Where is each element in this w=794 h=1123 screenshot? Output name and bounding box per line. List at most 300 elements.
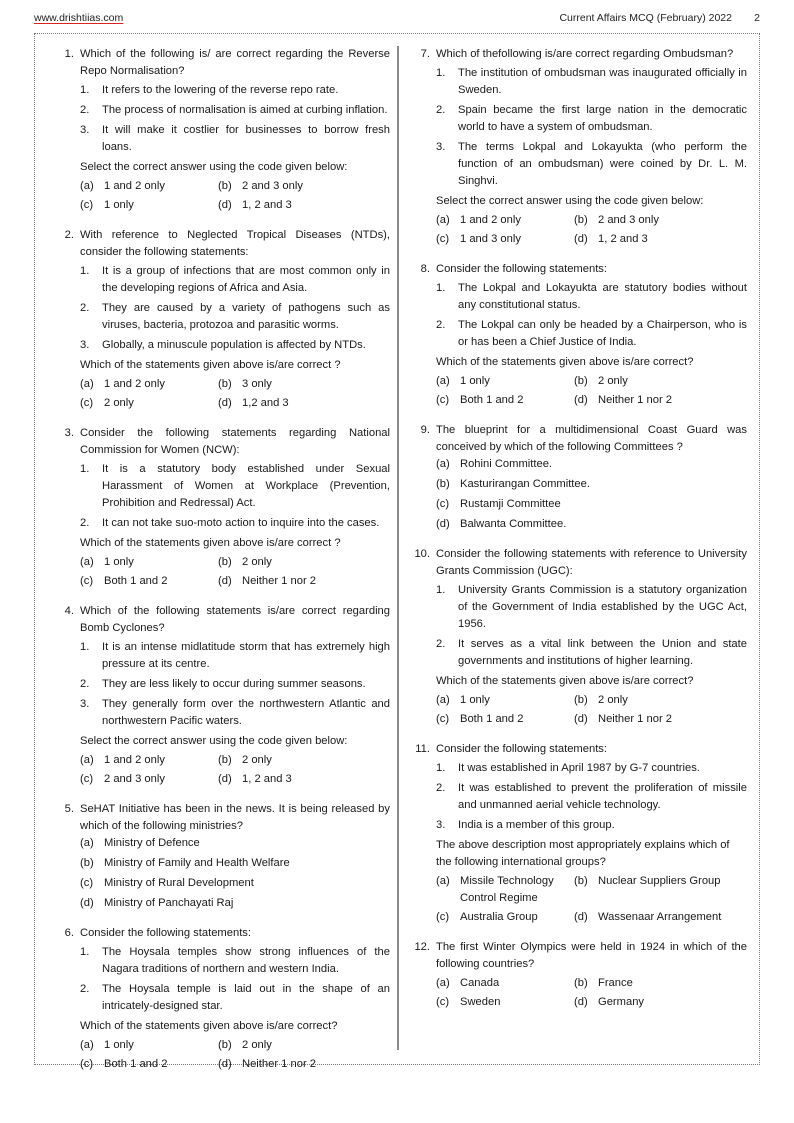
option-text: Ministry of Defence	[104, 837, 200, 849]
statement-number: 2.	[436, 638, 446, 650]
question-stem	[412, 546, 747, 580]
answer-option[interactable]	[574, 231, 747, 248]
option-list	[436, 692, 747, 728]
answer-option[interactable]	[80, 771, 218, 788]
answer-option[interactable]	[80, 197, 218, 214]
statement-item	[436, 817, 747, 834]
option-text: 2 and 3 only	[104, 773, 165, 785]
statement-text: It was established to prevent the proliferation of missile and unmanned aerial vehicle technology.	[458, 782, 747, 811]
statement-number: 2.	[80, 517, 90, 529]
statement-item	[436, 317, 747, 351]
statement-item	[436, 760, 747, 777]
question-text: Consider the following statements:	[436, 743, 608, 755]
option-label: (d)	[574, 233, 588, 245]
option-label: (b)	[574, 214, 588, 226]
statement-item	[80, 82, 390, 99]
answer-option[interactable]	[218, 395, 390, 412]
answer-prompt: The above description most appropriately explains which of the following international groups?	[436, 839, 730, 868]
statement-item	[80, 102, 390, 119]
answer-option[interactable]	[218, 573, 390, 590]
answer-option[interactable]	[80, 1056, 218, 1073]
option-label: (d)	[80, 897, 94, 909]
question-text: Consider the following statements:	[436, 263, 608, 275]
answer-option[interactable]	[218, 1056, 390, 1073]
option-list	[80, 376, 390, 412]
question-number: 6.	[64, 927, 74, 939]
option-text: Neither 1 nor 2	[598, 713, 673, 725]
option-text: Both 1 and 2	[104, 575, 168, 587]
answer-option[interactable]	[436, 231, 574, 248]
option-text: 1 and 2 only	[104, 378, 165, 390]
question-number: 5.	[64, 803, 74, 815]
statement-item	[436, 139, 747, 190]
option-text: 2 and 3 only	[598, 214, 659, 226]
statement-text: University Grants Commission is a statutory organization of the Government of India established by the UGC Act, 1956.	[458, 584, 747, 630]
statement-text: The Hoysala temple is laid out in the shape of an intricately-designed star.	[102, 983, 390, 1012]
statement-item	[436, 636, 747, 670]
statement-text: The Lokpal and Lokayukta are statutory bodies without any constitutional status.	[458, 282, 747, 311]
option-text: 1, 2 and 3	[242, 199, 292, 211]
answer-option[interactable]	[436, 456, 747, 473]
question-number: 3.	[64, 427, 74, 439]
statement-list	[436, 582, 747, 670]
statement-number: 2.	[80, 104, 90, 116]
statement-text: It refers to the lowering of the reverse repo rate.	[102, 84, 339, 96]
question-stem	[412, 422, 747, 456]
option-label: (b)	[574, 375, 588, 387]
statement-number: 2.	[436, 782, 446, 794]
option-label: (c)	[436, 911, 450, 923]
question-body	[412, 280, 747, 409]
statement-number: 3.	[436, 141, 446, 153]
option-label: (c)	[80, 773, 94, 785]
statement-list	[436, 280, 747, 351]
question-body	[60, 944, 390, 1073]
page-header	[34, 12, 760, 28]
question-number: 9.	[420, 424, 430, 436]
option-label: (c)	[80, 877, 94, 889]
question-stem	[60, 603, 390, 637]
option-label: (d)	[218, 575, 232, 587]
question-body	[412, 760, 747, 926]
statement-number: 2.	[80, 983, 90, 995]
statement-text: It is an intense midlatitude storm that has extremely high pressure at its centre.	[102, 641, 390, 670]
question-block	[412, 422, 747, 533]
option-label: (b)	[574, 977, 588, 989]
site-link[interactable]: www.drishtiias.com	[34, 12, 124, 24]
question-number: 2.	[64, 229, 74, 241]
answer-option[interactable]	[218, 376, 390, 393]
statement-text: It is a group of infections that are most common only in the developing regions of Africa and Asia.	[102, 265, 390, 294]
answer-prompt: Which of the statements given above is/are correct?	[80, 1020, 338, 1032]
option-list	[80, 178, 390, 214]
question-block	[60, 425, 390, 590]
question-stem	[412, 741, 747, 758]
option-label: (d)	[436, 518, 450, 530]
statement-text: The process of normalisation is aimed at curbing inflation.	[102, 104, 388, 116]
option-text: 1 and 2 only	[460, 214, 521, 226]
option-label: (a)	[436, 694, 450, 706]
statement-item	[80, 676, 390, 693]
question-body	[412, 456, 747, 533]
question-block	[60, 227, 390, 412]
statement-number: 3.	[80, 124, 90, 136]
option-text: 1 and 3 only	[460, 233, 521, 245]
question-stem	[60, 925, 390, 942]
statement-list	[80, 639, 390, 730]
option-label: (c)	[80, 199, 94, 211]
answer-option[interactable]	[436, 873, 574, 907]
option-text: 1 only	[104, 199, 134, 211]
option-list	[436, 456, 747, 533]
answer-option[interactable]	[80, 554, 218, 571]
option-label: (d)	[218, 397, 232, 409]
option-list	[436, 975, 747, 1011]
option-text: 1,2 and 3	[242, 397, 289, 409]
option-text: 1 only	[104, 1039, 134, 1051]
answer-option[interactable]	[436, 212, 574, 229]
question-block	[412, 546, 747, 728]
option-label: (c)	[436, 394, 450, 406]
option-list	[436, 212, 747, 248]
question-text: SeHAT Initiative has been in the news. It is being released by which of the following ministries?	[80, 803, 390, 832]
statement-item	[80, 981, 390, 1015]
answer-option[interactable]	[218, 771, 390, 788]
option-text: Neither 1 nor 2	[598, 394, 673, 406]
statement-number: 3.	[80, 698, 90, 710]
answer-prompt: Which of the statements given above is/are correct?	[436, 675, 694, 687]
option-label: (b)	[218, 556, 232, 568]
question-body	[412, 65, 747, 248]
option-text: Missile Technology Control Regime	[460, 875, 554, 904]
answer-option[interactable]	[574, 392, 747, 409]
option-label: (a)	[436, 214, 450, 226]
statement-number: 1.	[436, 584, 446, 596]
statement-number: 1.	[80, 463, 90, 475]
answer-option[interactable]	[436, 909, 574, 926]
option-label: (c)	[436, 713, 450, 725]
question-number: 1.	[64, 48, 74, 60]
question-text: Consider the following statements with reference to University Grants Commission (UGC):	[436, 548, 747, 577]
option-label: (c)	[436, 996, 450, 1008]
option-text: Ministry of Family and Health Welfare	[104, 857, 290, 869]
option-label: (a)	[80, 1039, 94, 1051]
option-text: 1 and 2 only	[104, 180, 165, 192]
option-label: (b)	[574, 875, 588, 887]
statement-text: Globally, a minuscule population is affected by NTDs.	[102, 339, 366, 351]
answer-option[interactable]	[436, 692, 574, 709]
option-label: (a)	[80, 378, 94, 390]
option-text: 2 only	[242, 1039, 272, 1051]
question-block	[412, 261, 747, 409]
statement-text: They are less likely to occur during summer seasons.	[102, 678, 366, 690]
option-list	[80, 554, 390, 590]
option-text: 2 and 3 only	[242, 180, 303, 192]
option-text: Ministry of Panchayati Raj	[104, 897, 234, 909]
option-text: 2 only	[598, 375, 628, 387]
statement-number: 2.	[436, 319, 446, 331]
question-number: 11.	[415, 743, 430, 755]
option-text: 1 only	[460, 375, 490, 387]
answer-option[interactable]	[218, 1037, 390, 1054]
statement-number: 1.	[80, 265, 90, 277]
option-text: Rohini Committee.	[460, 458, 553, 470]
answer-option[interactable]	[436, 496, 747, 513]
statement-number: 1.	[80, 84, 90, 96]
option-list	[80, 752, 390, 788]
option-label: (a)	[436, 458, 450, 470]
statement-item	[80, 300, 390, 334]
option-label: (d)	[574, 996, 588, 1008]
answer-option[interactable]	[574, 373, 747, 390]
statement-text: The Lokpal can only be headed by a Chairperson, who is or has been a Chief Justice of India.	[458, 319, 747, 348]
option-label: (b)	[436, 478, 450, 490]
option-text: 1, 2 and 3	[242, 773, 292, 785]
option-label: (c)	[436, 498, 450, 510]
statement-list	[80, 82, 390, 156]
question-stem	[60, 801, 390, 835]
question-number: 10.	[414, 548, 430, 560]
answer-option[interactable]	[436, 975, 574, 992]
statement-text: Spain became the first large nation in the democratic world to have a system of ombudsman.	[458, 104, 747, 133]
statement-item	[436, 280, 747, 314]
question-text: With reference to Neglected Tropical Diseases (NTDs), consider the following statements:	[80, 229, 390, 258]
answer-option[interactable]	[574, 994, 747, 1011]
option-text: Kasturirangan Committee.	[460, 478, 590, 490]
answer-option[interactable]	[574, 711, 747, 728]
option-text: 2 only	[104, 397, 134, 409]
statement-text: It will make it costlier for businesses to borrow fresh loans.	[102, 124, 390, 153]
statement-item	[80, 515, 390, 532]
option-label: (d)	[574, 394, 588, 406]
statement-text: It is a statutory body established under Sexual Harassment of Women at Workplace (Prevention, Prohibition and Redressal) Act.	[102, 463, 390, 509]
question-text: Which of thefollowing is/are correct regarding Ombudsman?	[436, 48, 734, 60]
answer-prompt: Select the correct answer using the code given below:	[80, 161, 348, 173]
option-text: 1 only	[104, 556, 134, 568]
answer-option[interactable]	[574, 975, 747, 992]
question-stem	[60, 425, 390, 459]
option-text: 1 only	[460, 694, 490, 706]
question-body	[60, 82, 390, 214]
option-text: Both 1 and 2	[460, 713, 524, 725]
answer-option[interactable]	[436, 373, 574, 390]
question-block	[412, 939, 747, 1011]
question-block	[60, 925, 390, 1073]
answer-option[interactable]	[80, 835, 390, 852]
answer-option[interactable]	[80, 178, 218, 195]
option-label: (c)	[80, 397, 94, 409]
answer-option[interactable]	[218, 178, 390, 195]
answer-prompt: Which of the statements given above is/are correct?	[436, 356, 694, 368]
statement-item	[80, 337, 390, 354]
question-text: Which of the following statements is/are correct regarding Bomb Cyclones?	[80, 605, 390, 634]
answer-option[interactable]	[574, 212, 747, 229]
option-label: (a)	[80, 180, 94, 192]
question-block	[60, 46, 390, 214]
answer-option[interactable]	[574, 692, 747, 709]
answer-option[interactable]	[80, 855, 390, 872]
statement-item	[80, 122, 390, 156]
statement-number: 3.	[80, 339, 90, 351]
option-label: (b)	[218, 754, 232, 766]
answer-option[interactable]	[218, 197, 390, 214]
page-number: 2	[754, 12, 760, 24]
question-text: The first Winter Olympics were held in 1924 in which of the following countries?	[436, 941, 747, 970]
question-body	[412, 975, 747, 1011]
question-number: 7.	[420, 48, 430, 60]
document-title: Current Affairs MCQ (February) 2022	[559, 12, 732, 24]
answer-prompt: Which of the statements given above is/are correct ?	[80, 537, 341, 549]
answer-option[interactable]	[80, 1037, 218, 1054]
statement-list	[80, 263, 390, 354]
question-stem	[412, 46, 747, 63]
answer-option[interactable]	[436, 516, 747, 533]
answer-option[interactable]	[80, 395, 218, 412]
answer-prompt: Which of the statements given above is/are correct ?	[80, 359, 341, 371]
option-text: 2 only	[242, 754, 272, 766]
option-text: Ministry of Rural Development	[104, 877, 254, 889]
option-text: Both 1 and 2	[104, 1058, 168, 1070]
answer-option[interactable]	[218, 554, 390, 571]
option-text: France	[598, 977, 633, 989]
answer-option[interactable]	[80, 752, 218, 769]
statement-number: 1.	[436, 67, 446, 79]
statement-text: India is a member of this group.	[458, 819, 615, 831]
question-text: Consider the following statements regarding National Commission for Women (NCW):	[80, 427, 390, 456]
statement-item	[80, 461, 390, 512]
option-text: 2 only	[242, 556, 272, 568]
question-stem	[412, 939, 747, 973]
statement-number: 2.	[80, 302, 90, 314]
answer-option[interactable]	[436, 711, 574, 728]
answer-option[interactable]	[436, 476, 747, 493]
option-label: (d)	[218, 773, 232, 785]
statement-item	[436, 65, 747, 99]
statement-number: 2.	[80, 678, 90, 690]
statement-text: They generally form over the northwestern Atlantic and northwestern Pacific waters.	[102, 698, 390, 727]
option-text: Germany	[598, 996, 645, 1008]
statement-text: They are caused by a variety of pathogens such as viruses, bacteria, protozoa and parasitic worms.	[102, 302, 390, 331]
answer-option[interactable]	[218, 752, 390, 769]
statement-number: 3.	[436, 819, 446, 831]
option-text: Sweden	[460, 996, 501, 1008]
option-label: (a)	[436, 977, 450, 989]
option-label: (d)	[218, 1058, 232, 1070]
option-list	[80, 1037, 390, 1073]
option-text: Both 1 and 2	[460, 394, 524, 406]
question-block	[60, 801, 390, 912]
statement-text: It was established in April 1987 by G-7 countries.	[458, 762, 700, 774]
option-label: (b)	[218, 180, 232, 192]
option-label: (a)	[80, 837, 94, 849]
statement-number: 1.	[80, 946, 90, 958]
question-body	[60, 639, 390, 788]
option-text: 1 and 2 only	[104, 754, 165, 766]
option-text: Australia Group	[460, 911, 538, 923]
statement-number: 2.	[436, 104, 446, 116]
option-label: (d)	[218, 199, 232, 211]
answer-prompt: Select the correct answer using the code given below:	[80, 735, 348, 747]
statement-item	[80, 639, 390, 673]
option-text: Wassenaar Arrangement	[598, 911, 722, 923]
answer-prompt: Select the correct answer using the code given below:	[436, 195, 704, 207]
option-text: 2 only	[598, 694, 628, 706]
answer-option[interactable]	[80, 573, 218, 590]
option-label: (c)	[436, 233, 450, 245]
option-label: (a)	[436, 375, 450, 387]
option-text: Neither 1 nor 2	[242, 1058, 317, 1070]
statement-text: The Hoysala temples show strong influences of the Nagara traditions of northern and western India.	[102, 946, 390, 975]
statement-item	[80, 944, 390, 978]
question-body	[60, 461, 390, 590]
answer-option[interactable]	[80, 895, 390, 912]
statement-text: The terms Lokpal and Lokayukta (who perform the function of an ombudsman) were coined by Dr. L. M. Singhvi.	[458, 141, 747, 187]
statement-text: It serves as a vital link between the Union and state governments and institutions of higher learning.	[458, 638, 747, 667]
option-label: (b)	[80, 857, 94, 869]
question-text: Which of the following is/ are correct regarding the Reverse Repo Normalisation?	[80, 48, 390, 77]
option-label: (d)	[574, 911, 588, 923]
left-column	[60, 46, 390, 1086]
statement-item	[436, 582, 747, 633]
question-text: Consider the following statements:	[80, 927, 252, 939]
column-divider	[397, 46, 399, 1050]
statement-item	[80, 696, 390, 730]
option-label: (d)	[574, 713, 588, 725]
statement-item	[80, 263, 390, 297]
statement-list	[80, 944, 390, 1015]
question-body	[60, 835, 390, 912]
question-stem	[60, 46, 390, 80]
answer-option[interactable]	[80, 875, 390, 892]
option-text: Balwanta Committee.	[460, 518, 567, 530]
answer-option[interactable]	[80, 376, 218, 393]
question-number: 4.	[64, 605, 74, 617]
option-text: 3 only	[242, 378, 272, 390]
option-label: (a)	[80, 556, 94, 568]
option-list	[436, 873, 747, 926]
option-text: Canada	[460, 977, 500, 989]
answer-option[interactable]	[436, 994, 574, 1011]
answer-option[interactable]	[436, 392, 574, 409]
question-text: The blueprint for a multidimensional Coast Guard was conceived by which of the following Committees ?	[436, 424, 747, 453]
statement-list	[436, 760, 747, 834]
answer-option[interactable]	[574, 873, 747, 907]
statement-number: 1.	[436, 282, 446, 294]
question-body	[412, 582, 747, 728]
statement-number: 1.	[436, 762, 446, 774]
option-list	[80, 835, 390, 912]
option-label: (b)	[218, 378, 232, 390]
answer-option[interactable]	[574, 909, 747, 926]
question-number: 8.	[420, 263, 430, 275]
option-label: (b)	[574, 694, 588, 706]
question-number: 12.	[414, 941, 430, 953]
question-block	[412, 46, 747, 248]
option-label: (c)	[80, 575, 94, 587]
question-block	[60, 603, 390, 788]
option-text: Neither 1 nor 2	[242, 575, 317, 587]
statement-text: It can not take suo-moto action to inquire into the cases.	[102, 517, 380, 529]
question-stem	[412, 261, 747, 278]
option-text: Nuclear Suppliers Group	[598, 875, 721, 887]
option-label: (a)	[80, 754, 94, 766]
statement-list	[80, 461, 390, 532]
question-stem	[60, 227, 390, 261]
right-column	[412, 46, 747, 1024]
question-block	[412, 741, 747, 926]
statement-number: 1.	[80, 641, 90, 653]
statement-item	[436, 780, 747, 814]
